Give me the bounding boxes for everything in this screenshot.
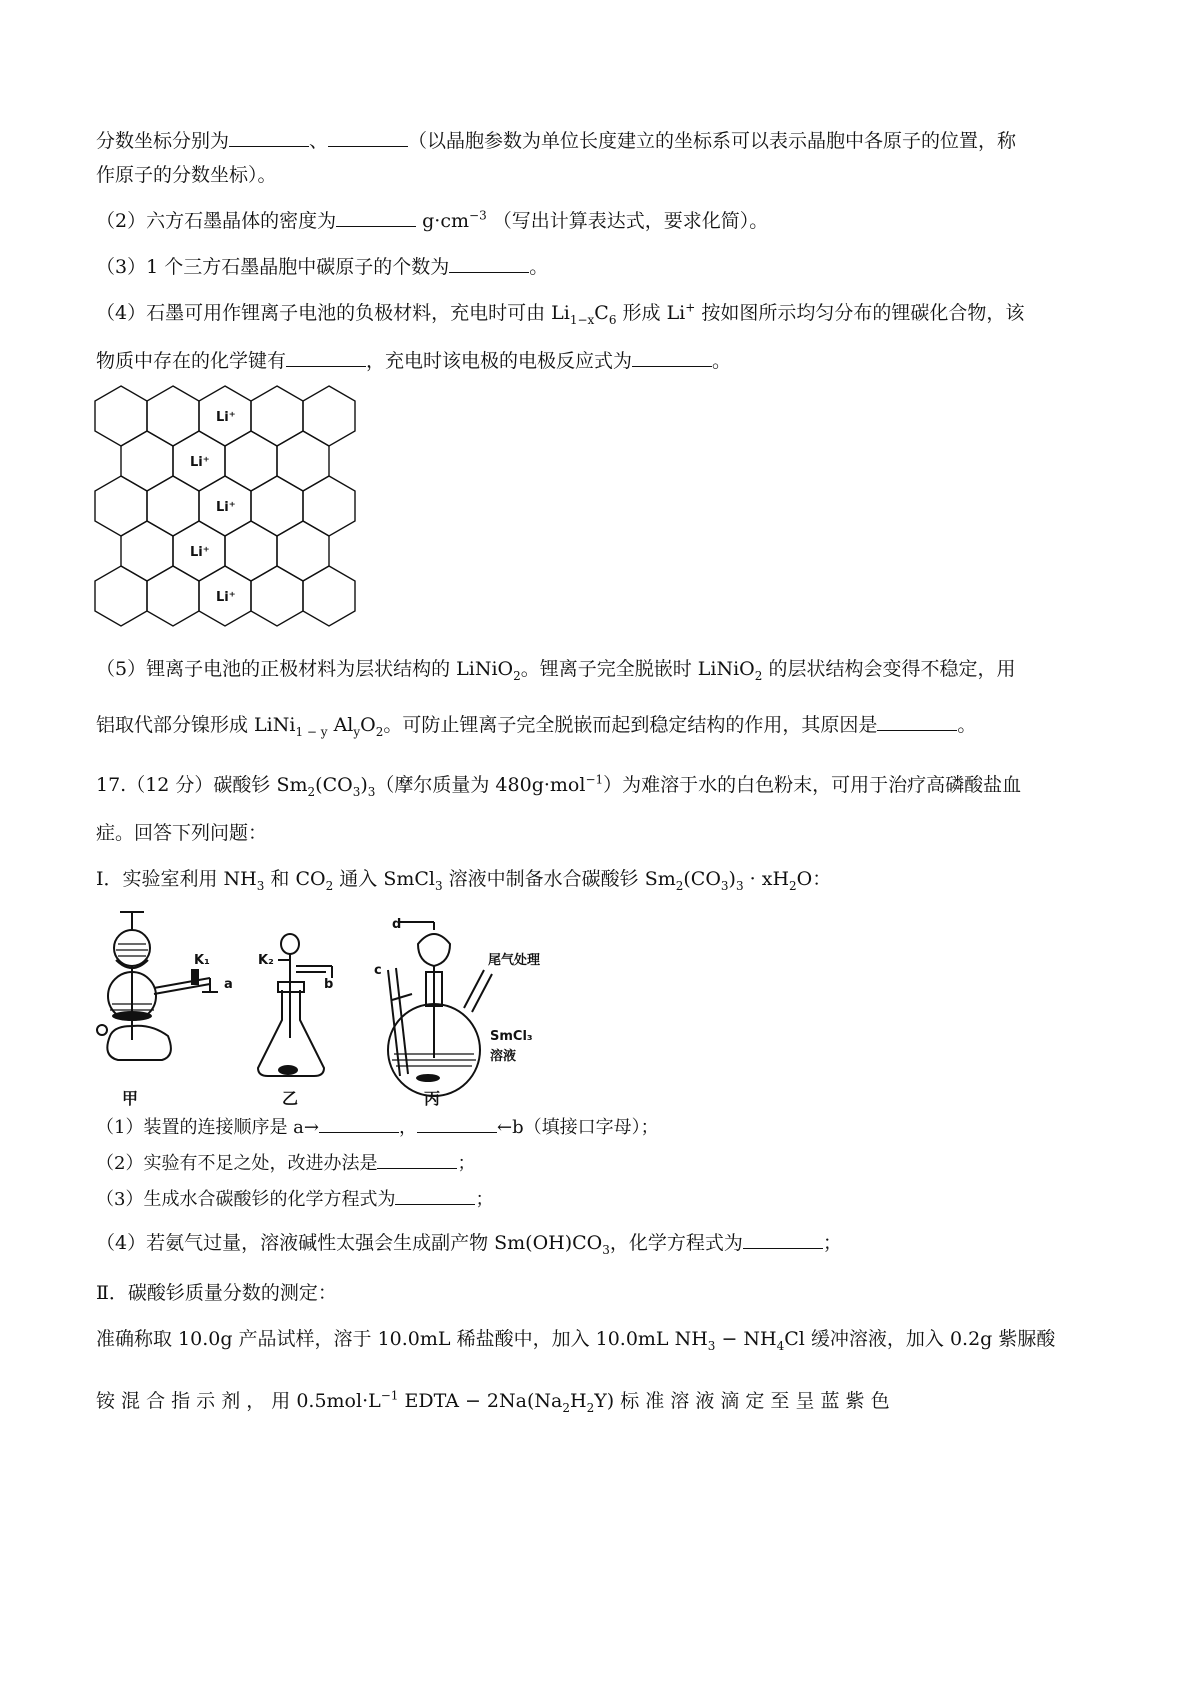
question-17: 17.（12 分）碳酸钐 $Sm_2(CO_3)_3$（摩尔质量为 480g·mol$^{-1}$）为难溶于水的白色粉末，可用于治疗高磷酸盐血 — [96, 772, 1022, 799]
hexagon-cell — [147, 476, 199, 536]
lower-base — [107, 1026, 171, 1060]
hexagon-cell — [121, 521, 173, 581]
answer-blank[interactable] — [632, 348, 712, 367]
upper-bulb — [114, 930, 150, 966]
subquestion-1: （1）装置的连接顺序是 a→ ， ←b（填接口字母）； — [96, 1114, 659, 1141]
answer-blank[interactable] — [877, 712, 957, 731]
answer-blank[interactable] — [743, 1230, 823, 1249]
port-b-label: b — [324, 977, 334, 992]
question-4: （4）石墨可用作锂离子电池的负极材料，充电时可由 $Li_{1-x}C_6$ 形成 Li+ 按如图所示均匀分布的锂碳化合物，该 — [96, 300, 1025, 327]
hexagon-cell — [251, 386, 303, 446]
hexagon-cell — [277, 521, 329, 581]
method-line-1: 准确称取 10.0g 产品试样，溶于 10.0mL 稀盐酸中，加入 10.0mL $NH_3 - NH_4Cl$ 缓冲溶液，加入 0.2g 紫脲酸 — [96, 1328, 1056, 1353]
hexagon-cell — [147, 386, 199, 446]
port-a-label: a — [224, 977, 233, 992]
tail-gas-label: 尾气处理 — [488, 953, 541, 968]
port-d-label: d — [392, 917, 402, 932]
question-5: （5）锂离子电池的正极材料为层状结构的 LiNiO$_2$。锂离子完全脱嵌时 LiNiO$_2$ 的层状结构会变得不稳定，用 — [96, 658, 1016, 683]
subquestion-2: （2）实验有不足之处，改进办法是 ； — [96, 1150, 475, 1177]
answer-blank[interactable] — [449, 254, 529, 273]
hexagon-cell — [277, 431, 329, 491]
apparatus-bing-label: 丙 — [424, 1089, 441, 1108]
apparatus-jia-label: 甲 — [122, 1089, 139, 1108]
li-ion-label: Li⁺ — [190, 545, 210, 560]
hexagon-cell — [147, 566, 199, 626]
answer-blank[interactable] — [417, 1114, 497, 1133]
answer-blank[interactable] — [319, 1114, 399, 1133]
k1-label: K₁ — [194, 953, 210, 968]
hexagon-cell — [95, 476, 147, 536]
subquestion-3: （3）生成水合碳酸钐的化学方程式为 ； — [96, 1186, 493, 1213]
method-line-2: 铵 混 合 指 示 剂 ， 用 $0.5mol\cdot L^{-1}$ EDTA − $2Na(Na_2H_2Y)$ 标 准 溶 液 滴 定 至 呈 蓝 紫 色 — [96, 1388, 890, 1415]
hexagon-cell — [121, 431, 173, 491]
subquestion-4: （4）若氨气过量，溶液碱性太强会生成副产物 $Sm(OH)CO_3$，化学方程式为 ； — [96, 1232, 842, 1257]
port-c-label: c — [374, 963, 382, 978]
hexagon-cell — [95, 386, 147, 446]
part-1-heading: Ⅰ．实验室利用 $NH_3$ 和 $CO_2$ 通入 SmCl$_3$ 溶液中制备水合碳酸钐 $Sm_2(CO_3)_3 \cdot xH_2O$： — [96, 868, 832, 893]
text-line: 作原子的分数坐标）。 — [96, 164, 277, 186]
answer-blank[interactable] — [336, 208, 416, 227]
text-line: 症。回答下列问题： — [96, 822, 268, 844]
hexagon-cell — [303, 386, 355, 446]
question-4-cont: 物质中存在的化学键有 ，充电时该电极的电极反应式为 。 — [96, 350, 732, 372]
answer-blank[interactable] — [328, 128, 408, 147]
question-3: （3）1 个三方石墨晶胞中碳原子的个数为 。 — [96, 256, 549, 278]
hexagon-cell — [251, 566, 303, 626]
hexagon-cell — [95, 566, 147, 626]
hexagon-cell — [251, 476, 303, 536]
li-ion-label: Li⁺ — [216, 410, 236, 425]
apparatus-figure — [92, 908, 552, 1112]
apparatus-yi-label: 乙 — [282, 1089, 299, 1108]
answer-blank[interactable] — [229, 128, 309, 147]
k2-label: K₂ — [258, 953, 274, 968]
solution-label: 溶液 — [490, 1049, 517, 1064]
answer-blank[interactable] — [395, 1186, 475, 1205]
part-2-heading: Ⅱ．碳酸钐质量分数的测定： — [96, 1282, 337, 1304]
li-ion-label: Li⁺ — [216, 500, 236, 515]
answer-blank[interactable] — [377, 1150, 457, 1169]
smcl3-label: SmCl₃ — [490, 1029, 533, 1044]
text-line: 分数坐标分别为 、 （以晶胞参数为单位长度建立的坐标系可以表示晶胞中各原子的位置，称 — [96, 130, 1017, 152]
hexagon-cell — [303, 566, 355, 626]
question-2: （2）六方石墨晶体的密度为 $g\cdot cm^{-3}$ （写出计算表达式，要求化简）。 — [96, 208, 769, 232]
li-ion-label: Li⁺ — [190, 455, 210, 470]
graphite-lithium-figure — [92, 384, 392, 636]
question-5-cont: 铝取代部分镍形成 LiNi$_{1 - y}$ $Al_yO_2$。可防止锂离子完全脱嵌而起到稳定结构的作用，其原因是 。 — [96, 714, 977, 739]
hexagon-cell — [225, 521, 277, 581]
hexagon-cell — [303, 476, 355, 536]
hexagon-cell — [225, 431, 277, 491]
answer-blank[interactable] — [286, 348, 366, 367]
li-ion-label: Li⁺ — [216, 590, 236, 605]
